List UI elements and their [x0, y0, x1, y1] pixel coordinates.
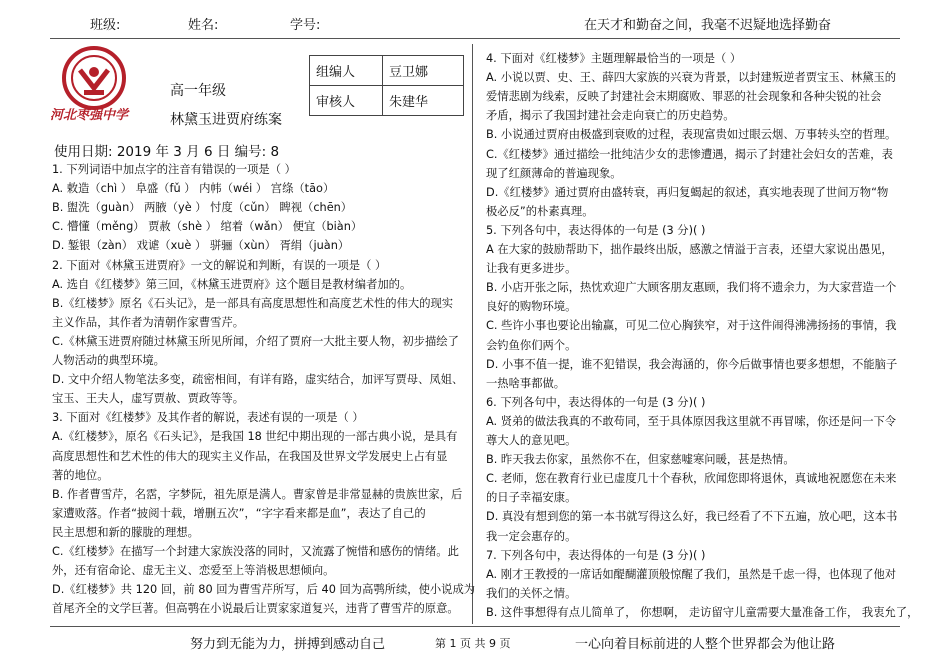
question-line: C. 些许小事也要论出输赢，可见二位心胸狭窄，对于这件闹得沸沸扬扬的事情，我: [486, 319, 897, 333]
question-line: D.《红楼梦》共 120 回，前 80 回为曹雪芹所写，后 40 回为高鹗所续，使小说成为: [52, 583, 476, 597]
question-line: 主义作品，其作者为清朝作家曹雪芹。: [52, 315, 245, 329]
question-line: 一热啥事都做。: [486, 376, 566, 390]
header-motto: 在天才和勤奋之间，我毫不迟疑地选择勤奋: [584, 18, 832, 33]
question-line: C.《红楼梦》在描写一个封建大家族没落的同时，又流露了惋惜和感伤的情绪。此: [52, 545, 459, 558]
reviewer-row: [310, 86, 464, 116]
question-line: 3. 下面对《红楼梦》及其作者的解说，表述有误的一项是（ ）: [52, 411, 364, 425]
editor-label: 组编人: [310, 56, 383, 86]
question-line: D. 小事不值一提，谁不犯错误，我会海涵的，你今后做事情也要多想想，不能脑子: [486, 357, 898, 371]
question-line: 民主思想和新的朦胧的理想。: [52, 525, 199, 539]
question-line: 6. 下列各句中，表达得体的一句是 (3 分)( ): [486, 395, 706, 409]
question-line: 家遭败落。作者“披阅十载，增删五次”，“字字看来都是血”，表达了自己的: [52, 506, 426, 520]
editor-table: [309, 55, 464, 116]
question-line: 首尾齐全的文学巨著。但高鹗在小说最后让贾家家道复兴，违背了曹雪芹的原意。: [52, 602, 459, 616]
question-line: 让我有更多进步。: [486, 262, 577, 276]
footer-right-motto: 一心向着目标前进的人整个世界都会为他让路: [575, 637, 836, 652]
question-line: 2. 下面对《林黛玉进贾府》一文的解说和判断，有误的一项是（ ）: [52, 258, 387, 272]
question-line: 会钓鱼你们两个。: [486, 338, 577, 352]
question-line: C. 老师，您在教育行业已虚度几十个春秋，欣闻您即将退休，真诚地祝愿您在未来: [486, 472, 897, 486]
question-line: B. 昨天我去你家，虽然你不在，但家慈嘘寒问暖，甚是热情。: [486, 453, 795, 467]
page-number: 第 1 页 共 9 页: [435, 637, 511, 650]
question-line: B. 作者曹雪芹，名霑，字梦阮，祖先原是满人。曹家曾是非常显赫的贵族世家，后: [52, 487, 463, 501]
question-line: A 在大家的鼓励帮助下，拙作最终出版，感激之情溢于言表，还望大家说出愚见，: [486, 243, 893, 256]
question-line: 现了红颜薄命的普遍现象。: [486, 166, 622, 180]
question-line: C.《林黛玉进贾府随过林黛玉所见所闻，介绍了贾府一大批主要人物，初步描绘了: [52, 334, 459, 348]
reviewer-value: 朱建华: [383, 86, 464, 116]
name-label: 姓名:: [188, 18, 219, 33]
question-line: 外，还有宿命论、虚无主义、恋爱至上等消极思想倾向。: [52, 564, 335, 578]
question-line: 的日子幸福安康。: [486, 491, 577, 505]
question-line: 4. 下面对《红楼梦》主题理解最恰当的一项是（ ）: [486, 52, 742, 65]
question-line: 极必反”的朴素真理。: [486, 204, 594, 218]
editor-row: [310, 56, 464, 86]
question-line: A. 刚才王教授的一席话如醍醐灌顶般惊醒了我们，虽然是千虑一得，也体现了他对: [486, 567, 897, 581]
question-line: 5. 下列各句中，表达得体的一句是 (3 分)( ): [486, 223, 706, 237]
question-line: 我一定会惠存的。: [486, 529, 577, 543]
question-line: 爱情悲剧为线索，反映了封建社会末期腐败、罪恶的社会现象和各种尖锐的社会: [486, 90, 882, 104]
question-line: B. 盥洗（guàn） 两腋（yè ） 忖度（cǔn） 睥视（chēn）: [52, 201, 353, 215]
reviewer-label: 审核人: [310, 86, 383, 116]
editor-value: 豆卫娜: [383, 56, 464, 86]
question-line: B.《红楼梦》原名《石头记》，是一部具有高度思想性和高度艺术性的伟大的现实: [52, 296, 454, 310]
question-line: D. 錾银（zàn） 戏谑（xuè ） 骈骊（xùn） 胥绢（juàn）: [52, 239, 350, 253]
question-line: A. 贤弟的做法我真的不敢苟同，至于具体原因我这里就不再冒嗦，你还是问一下令: [486, 414, 897, 428]
question-line: 宝玉、王夫人，虚写贾赦、贾政等等。: [52, 392, 245, 406]
question-line: 良好的购物环境。: [486, 300, 577, 314]
question-line: 尊大人的意见吧。: [486, 434, 577, 447]
question-line: B. 小店开张之际，热忱欢迎广大顾客朋友惠顾，我们将不遗余力，为大家营造一个: [486, 281, 897, 295]
question-line: C. 懵懂（měng） 贾赦（shè ） 绾着（wǎn） 便宜（biàn）: [52, 220, 363, 234]
footer-rule: [50, 626, 900, 627]
question-line: C.《红楼梦》通过描绘一批纯洁少女的悲惨遭遇，揭示了封建社会妇女的苦难，表: [486, 147, 893, 161]
question-line: 矛盾，揭示了我国封建社会走向衰亡的历史趋势。: [486, 109, 735, 123]
question-line: 高度思想性和艺术性的伟大的现实主义作品，在我国及世界文学发展史上占有显: [52, 449, 448, 463]
exercise-title: 林黛玉进贾府练案: [170, 112, 282, 128]
column-divider: [472, 44, 473, 624]
question-line: 7. 下列各句中，表达得体的一句是 (3 分)( ): [486, 548, 706, 562]
grade-title: 高一年级: [170, 83, 226, 99]
date-number-line: 使用日期: 2019 年 3 月 6 日 编号: 8: [54, 144, 280, 160]
question-line: B. 小说通过贾府由极盛到衰败的过程，表现富贵如过眼云烟、万事转头空的哲理。: [486, 128, 897, 142]
question-line: A. 选自《红楼梦》第三回，《林黛玉进贾府》这个题目是教材编者加的。: [52, 277, 412, 291]
question-line: 著的地位。: [52, 468, 109, 482]
question-line: 1. 下列词语中加点字的注音有错误的一项是（ ）: [52, 163, 296, 176]
question-line: 我们的关怀之情。: [486, 586, 577, 600]
question-line: A. 敕造（chì ） 阜盛（fǔ ） 内帏（wéi ） 宫绦（tāo）: [52, 182, 335, 196]
header-rule: [50, 38, 900, 39]
logo-text: 河北枣强中学: [50, 108, 129, 123]
question-line: A.《红楼梦》，原名《石头记》，是我国 18 世纪中期出现的一部古典小说，是具有: [52, 430, 458, 444]
footer-left-motto: 努力到无能为力，拼搏到感动自己: [190, 637, 386, 652]
question-line: B. 这件事想得有点儿简单了， 你想啊， 走访留守儿童需要大量准备工作， 我衷允了，: [486, 605, 919, 619]
student-id-label: 学号:: [290, 18, 321, 33]
question-line: D.《红楼梦》通过贾府由盛转衰，再归复蝎起的叙述，真实地表现了世间万物“物: [486, 185, 889, 199]
class-label: 班级:: [90, 18, 121, 33]
question-line: A. 小说以贾、史、王、薛四大家族的兴衰为背景，以封建叛逆者贾宝玉、林黛玉的: [486, 71, 897, 85]
question-line: D. 文中介绍人物笔法多变，疏密相间，有详有路，虚实结合，加评写贾母、凤姐、: [52, 373, 464, 387]
question-line: D. 真没有想到您的第一本书就写得这么好，我已经看了不下五遍，放心吧，这本书: [486, 510, 898, 524]
question-line: 人物活动的典型环境。: [52, 354, 165, 367]
